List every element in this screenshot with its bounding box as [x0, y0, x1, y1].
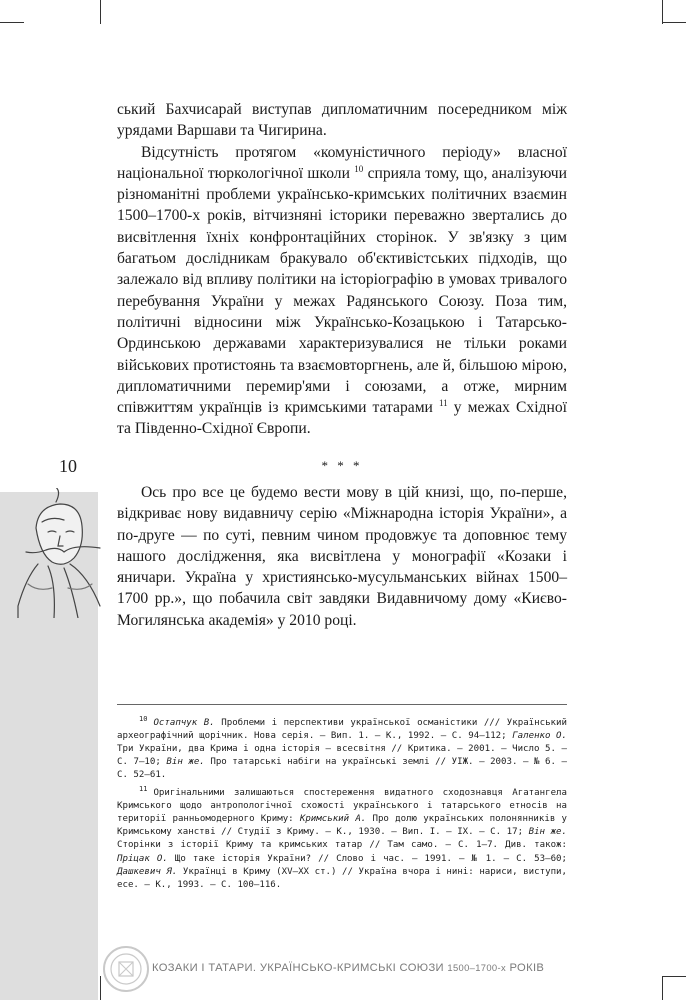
press-emblem-icon [101, 944, 151, 994]
footnote-text: Три України, два Крима і одна історія — всесвітня // Критика. — 2001. — Число 5. — С. 7–10; [117, 744, 567, 768]
footnote-author: Пріцак О. [117, 853, 168, 864]
crop-mark [662, 22, 686, 23]
paragraph-text: ський Бахчисарай виступав дипломатичним посередником між урядами Варшави та Чигирина. [117, 101, 567, 140]
footnotes [117, 713, 567, 892]
footnote [117, 713, 567, 782]
footnote-author: Галенко О. [512, 731, 568, 742]
footnote-text: Українці в Криму (XV–XX ст.) // Україна вчора і нині: нариси, виступи, есе. — К., 1993. — С. 100–116. [117, 866, 567, 890]
paragraph [117, 99, 567, 142]
paragraph [117, 142, 567, 440]
paragraph-text: Відсутність протягом «комуністичного періоду» власної національної тюркологічної школи [117, 143, 567, 182]
page-number: 10 [59, 456, 77, 476]
paragraph-text: сприяла тому, що, аналізуючи різноманітні проблеми українсько-кримських політичних взаємин 1500–1700-х років, вітчизняні історики переважно звертались до висвітлення їхніх конфронтаційних сторінок. У зв'язку з цим багатьом дослідникам бракувало об'єктивістських підходів, що залежало від впливу політики на історіографію в умовах тривалого перебування України у межах Радянського Союзу. Поза тим, політичні відносини між Українсько-Козацькою і Татарсько-Ординською державами характеризувалися не тільки роками військових протистоянь та взаємовторгнень, але й, більшою мірою, дипломатичними перемир'ями і союзами, а отже, мирним співжиттям українців із кримськими татарами [117, 164, 567, 417]
body-text [117, 99, 567, 440]
paragraph-text: у межах Східної та Південно-Східної Європи. [117, 399, 567, 438]
footnote-text: Що таке історія України? // Слово і час. — 1991. — № 1. — С. 53–60; [174, 853, 567, 864]
footnote-author: Він же. [528, 827, 567, 838]
footnote-author: Кримський А. [299, 814, 367, 825]
footnote-ref[interactable]: 10 [354, 163, 364, 174]
footnote-text: Проблеми і перспективи української османістики /// Український археографічний щорічник. Нова серія. — Вип. 1. — К., 1992. — С. 94–112; [117, 718, 567, 742]
footnote-mark: 11 [139, 785, 148, 794]
footnote-text: Про долю українських полонянників у Кримському ханстві // Студії з Криму. — К., 1930. — Вип. І. – ІХ. — С. 17; [117, 814, 567, 838]
crop-mark [662, 976, 686, 977]
section-separator: * * * [321, 458, 363, 473]
footnote-text: Про татарські набіги на українські землі // УІЖ. — 2003. — № 6. — С. 52–61. [117, 757, 568, 781]
footnote-ref[interactable]: 11 [439, 397, 448, 408]
body-text [117, 482, 567, 631]
footnote-text: Оригінальними залишаються спостереження видатного сходознавця Агатангела Кримського щодо антропологічної схожості українського і татарського етносів на території ранньомодерного Криму: [117, 788, 567, 825]
crop-mark [100, 0, 101, 24]
footnote-divider [117, 704, 567, 705]
crop-mark [662, 0, 663, 24]
crop-mark [0, 22, 24, 23]
footer-years: 1500–1700-х [447, 962, 507, 973]
running-footer [152, 962, 544, 974]
footnote [117, 783, 567, 891]
footer-title: КОЗАКИ І ТАТАРИ. УКРАЇНСЬКО-КРИМСЬКІ СОЮЗИ [152, 962, 444, 974]
footnote-author: Дашкевич Я. [117, 866, 178, 877]
footnote-author: Він же. [166, 757, 205, 768]
footer-suffix: РОКІВ [509, 962, 545, 974]
footnote-author: Остапчук В. [153, 718, 215, 729]
cossack-portrait-icon [8, 488, 108, 618]
footnote-text: Сторінки з історії Криму та кримських татар // Там само. — С. 1–7. Див. також: [117, 840, 567, 851]
footnote-mark: 10 [139, 715, 148, 723]
paragraph: Ось про все це будемо вести мову в цій книзі, що, по-перше, відкриває нову видавничу серію «Міжнародна історія України», а по-друге — по суті, певним чином продовжує та доповнює тему нашого дослідження, яка висвітлена у монографії «Козаки і яничари. Україна у християнсько-мусульманських війнах 1500–1700 рр.», що побачила світ завдяки Видавничому дому «Києво-Могилянська академія» у 2010 році. [117, 484, 567, 629]
crop-mark [662, 976, 663, 1000]
